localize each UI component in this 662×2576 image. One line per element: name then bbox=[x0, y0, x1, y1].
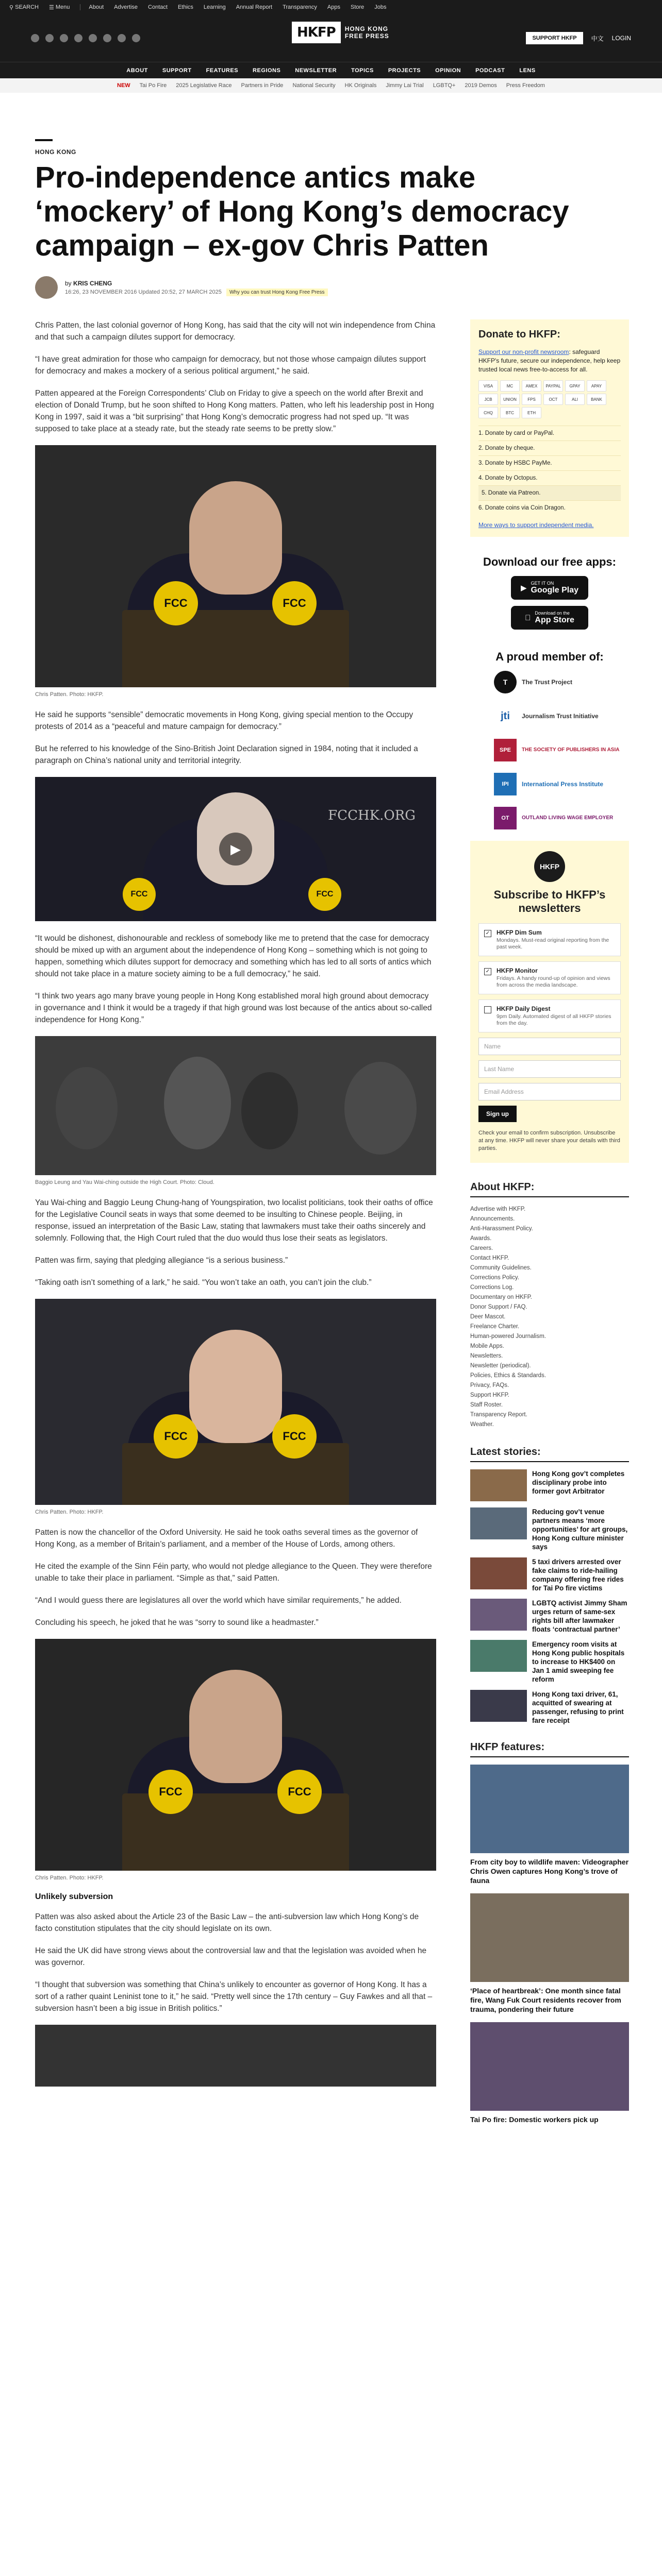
instagram-icon[interactable] bbox=[74, 34, 82, 42]
story-thumbnail bbox=[470, 1690, 527, 1722]
trending-link[interactable]: Press Freedom bbox=[506, 82, 545, 89]
nav-lens[interactable]: LENS bbox=[519, 67, 536, 74]
features-section bbox=[470, 1741, 629, 2124]
fcc-mic: FCC bbox=[154, 581, 198, 625]
byline-text bbox=[65, 280, 328, 295]
story-title: Reducing gov’t venue partners means ‘more opportunities’ for art groups, Hong Kong culture minister says bbox=[532, 1508, 628, 1551]
paragraph: Patten is now the chancellor of the Oxford University. He said he took oaths several times as the governor of Hong Kong, as a member of Britain’s parliament, and a member of the House of Lords, among others. bbox=[35, 1528, 418, 1549]
newsletter-note: Check your email to confirm subscription. Unsubscribe at any time. HKFP will never share your details with third parties. bbox=[478, 1130, 620, 1151]
trust-project-icon: T bbox=[494, 671, 517, 693]
member-logo[interactable] bbox=[494, 773, 629, 795]
story-item[interactable] bbox=[470, 1557, 629, 1592]
fcc-mic: FCC bbox=[272, 1414, 317, 1459]
paragraph: “I thought that subversion was something that China’s unlikely to encounter as governor of Hong Kong. It has a sort of a rather quaint Leninist tone to it,” he said. “Pretty well since the 17th century – Guy Fawkes and all that – subversion hasn’t been a big issue in British politics.” bbox=[35, 1980, 433, 2013]
google-play-small: GET IT ON bbox=[531, 581, 554, 586]
nav-regions[interactable]: REGIONS bbox=[253, 67, 281, 74]
header-actions bbox=[526, 32, 631, 44]
member-name: International Press Institute bbox=[522, 781, 604, 788]
about-link[interactable]: Announcements. bbox=[470, 1216, 515, 1222]
story-item[interactable] bbox=[470, 1599, 629, 1634]
photo-person bbox=[344, 1062, 417, 1155]
story-title: Emergency room visits at Hong Kong public hospitals to increase to HK$400 on Jan 1 amid sweeping fee reform bbox=[532, 1640, 625, 1683]
donate-option[interactable]: 3. Donate by HSBC PayMe. bbox=[478, 455, 621, 470]
ipi-icon: IPI bbox=[494, 773, 517, 795]
member-logo[interactable] bbox=[494, 671, 629, 693]
app-store-small: Download on the bbox=[532, 611, 567, 616]
about-list bbox=[470, 1205, 629, 1430]
logo-line-2: FREE PRESS bbox=[344, 32, 389, 40]
nav-features[interactable]: FEATURES bbox=[206, 67, 239, 74]
payment-icon: BTC bbox=[500, 407, 520, 418]
story-thumbnail bbox=[470, 1469, 527, 1501]
topbar-link[interactable]: Transparency bbox=[283, 4, 317, 10]
topbar-link[interactable]: Contact bbox=[148, 4, 168, 10]
paragraph: “I have great admiration for those who campaign for democracy, but not those whose campaign dilutes support for democracy and makes a mockery of a serious political argument,” he said. bbox=[35, 355, 426, 376]
payment-icon: UNION bbox=[500, 394, 520, 405]
photo-caption: Chris Patten. Photo: HKFP. bbox=[35, 691, 104, 698]
about-link[interactable]: Deer Mascot. bbox=[470, 1314, 506, 1320]
main-nav bbox=[0, 62, 662, 78]
article-photo[interactable] bbox=[35, 1639, 436, 1871]
photo-head bbox=[189, 1670, 282, 1783]
publish-date: 16:26, 23 NOVEMBER 2016 Updated 20:52, 27 MARCH 2025 bbox=[65, 289, 222, 295]
photo-person bbox=[56, 1067, 118, 1149]
feature-item[interactable] bbox=[470, 1893, 629, 2014]
article-title: Pro-independence antics make ‘mockery’ of Hong Kong’s democracy campaign – ex-gov Chris Patten bbox=[35, 161, 569, 262]
nav-support[interactable]: SUPPORT bbox=[162, 67, 192, 74]
google-play-big: Google Play bbox=[531, 586, 578, 595]
about-link[interactable]: Advertise with HKFP. bbox=[470, 1206, 526, 1212]
article-photo[interactable] bbox=[35, 445, 436, 687]
topbar-link[interactable]: Ethics bbox=[177, 4, 193, 10]
social-links bbox=[31, 34, 140, 42]
story-title: Hong Kong gov’t completes disciplinary probe into former govt Arbitrator bbox=[532, 1470, 625, 1495]
latest-stories bbox=[470, 1446, 629, 1725]
name-field[interactable]: Name bbox=[478, 1038, 621, 1055]
trending-link[interactable]: National Security bbox=[292, 82, 336, 89]
app-store-big: App Store bbox=[532, 616, 572, 624]
photo-head bbox=[189, 481, 282, 595]
author-avatar[interactable] bbox=[35, 276, 58, 299]
apps-title: Download our free apps: bbox=[483, 555, 616, 568]
photo-person bbox=[241, 1072, 298, 1149]
option-name: HKFP Daily Digest bbox=[496, 1005, 551, 1012]
donate-intro-text: : safeguard HKFP's future, secure our independence, help keep trusted local news free-to-access for all. bbox=[478, 348, 621, 373]
donate-intro-link[interactable]: Support our non-profit newsroom bbox=[478, 348, 569, 355]
search-link[interactable]: ⚲ SEARCH bbox=[9, 4, 39, 11]
newsletter-title: Subscribe to HKFP’s newsletters bbox=[493, 888, 606, 914]
by-label: by bbox=[65, 280, 72, 287]
google-play-button[interactable] bbox=[511, 576, 588, 600]
about-link[interactable]: Community Guidelines. bbox=[470, 1265, 532, 1271]
about-link[interactable]: Newsletter (periodical). bbox=[470, 1363, 531, 1369]
story-item[interactable] bbox=[470, 1690, 629, 1725]
support-button[interactable]: SUPPORT HKFP bbox=[526, 32, 583, 44]
video-watermark: FCCHK.ORG bbox=[328, 808, 416, 823]
google-play-icon: ▶ bbox=[520, 584, 527, 592]
feature-image bbox=[470, 1765, 629, 1853]
app-store-text bbox=[532, 611, 574, 625]
about-link[interactable]: Freelance Charter. bbox=[470, 1324, 520, 1330]
article-photo[interactable] bbox=[35, 2025, 436, 2087]
topbar-link[interactable]: About bbox=[89, 4, 104, 10]
topbar-link[interactable]: Store bbox=[351, 4, 365, 10]
story-thumbnail bbox=[470, 1599, 527, 1631]
youtube-icon[interactable] bbox=[89, 34, 97, 42]
menu-label: Menu bbox=[55, 4, 70, 10]
feature-title: ‘Place of heartbreak’: One month since fatal fire, Wang Fuk Court residents recover from trauma, pondering their future bbox=[470, 1987, 621, 2013]
fcc-mic: FCC bbox=[123, 878, 156, 911]
payment-icon: PAYPAL bbox=[543, 380, 563, 392]
x-icon[interactable] bbox=[45, 34, 54, 42]
about-link[interactable]: Documentary on HKFP. bbox=[470, 1294, 532, 1300]
site-header bbox=[0, 14, 662, 62]
donate-option[interactable]: 6. Donate coins via Coin Dragon. bbox=[478, 500, 621, 515]
email-field[interactable]: Email Address bbox=[478, 1083, 621, 1100]
linkedin-icon[interactable] bbox=[103, 34, 111, 42]
checkbox[interactable]: ✓ bbox=[484, 930, 491, 937]
trending-link[interactable]: Partners in Pride bbox=[241, 82, 284, 89]
about-link[interactable]: Human-powered Journalism. bbox=[470, 1333, 547, 1340]
payment-icon: AMEX bbox=[522, 380, 541, 392]
paragraph: He said the UK did have strong views about the controversial law and that the legislation was avoided when he was governor. bbox=[35, 1946, 427, 1967]
payment-icon: ALI bbox=[565, 394, 585, 405]
about-link[interactable]: Newsletters. bbox=[470, 1353, 503, 1359]
payment-icon: OCT bbox=[543, 394, 563, 405]
more-ways-link[interactable]: More ways to support independent media. bbox=[478, 521, 594, 529]
about-link[interactable]: Weather. bbox=[470, 1421, 494, 1428]
member-logo[interactable] bbox=[494, 705, 629, 727]
nav-opinion[interactable]: OPINION bbox=[435, 67, 461, 74]
payment-icon: ETH bbox=[522, 407, 541, 418]
donate-option[interactable]: 4. Donate by Octopus. bbox=[478, 470, 621, 485]
fcc-mic: FCC bbox=[272, 581, 317, 625]
nav-topics[interactable]: TOPICS bbox=[351, 67, 374, 74]
donate-title: Donate to HKFP: bbox=[478, 329, 560, 340]
feature-title: Tai Po fire: Domestic workers pick up bbox=[470, 2115, 599, 2124]
logo-wordmark bbox=[345, 25, 389, 40]
article-photo[interactable] bbox=[35, 1299, 436, 1505]
site-logo[interactable] bbox=[292, 22, 389, 43]
newsletter-box bbox=[470, 841, 629, 1163]
nav-about[interactable]: ABOUT bbox=[126, 67, 148, 74]
donate-intro bbox=[478, 348, 621, 374]
trust-link[interactable]: Why you can trust Hong Kong Free Press bbox=[226, 289, 328, 296]
feature-image bbox=[470, 1893, 629, 1982]
paragraph: Patten was also asked about the Article 23 of the Basic Law – the anti-subversion law which Hong Kong’s de facto constitution stipulates that the city should legislate on its own. bbox=[35, 1912, 419, 1933]
member-name: Journalism Trust Initiative bbox=[522, 713, 599, 720]
member-logo[interactable] bbox=[494, 739, 629, 761]
jti-icon: jti bbox=[501, 710, 510, 722]
author-name[interactable]: KRIS CHENG bbox=[73, 280, 112, 287]
story-title: Hong Kong taxi driver, 61, acquitted of swearing at passenger, refusing to print fare receipt bbox=[532, 1690, 624, 1724]
topbar-link[interactable]: Learning bbox=[203, 4, 226, 10]
fcc-mic: FCC bbox=[148, 1770, 193, 1814]
language-switch[interactable]: 中文 bbox=[591, 35, 604, 42]
option-desc: Mondays. Must-read original reporting from the past week. bbox=[496, 937, 609, 950]
story-thumbnail bbox=[470, 1507, 527, 1539]
app-store-button[interactable] bbox=[511, 606, 588, 630]
category-kicker[interactable]: HONG KONG bbox=[35, 148, 76, 156]
about-link[interactable]: Awards. bbox=[470, 1235, 492, 1242]
fcc-mic: FCC bbox=[277, 1770, 322, 1814]
payment-icon: VISA bbox=[478, 380, 498, 392]
nav-podcast[interactable]: PODCAST bbox=[475, 67, 505, 74]
fcc-mic: FCC bbox=[308, 878, 341, 911]
payment-icon: CHQ bbox=[478, 407, 498, 418]
trending-link[interactable]: HK Originals bbox=[344, 82, 377, 89]
checkbox[interactable] bbox=[484, 1006, 491, 1013]
story-thumbnail bbox=[470, 1640, 527, 1672]
story-title: LGBTQ activist Jimmy Sham urges return of same-sex rights bill after lawmaker floats ‘contractual partner’ bbox=[532, 1599, 627, 1633]
last-name-field[interactable]: Last Name bbox=[478, 1060, 621, 1078]
newsletter-option[interactable] bbox=[478, 923, 621, 956]
login-link[interactable]: LOGIN bbox=[611, 35, 631, 42]
photo-podium bbox=[122, 610, 349, 687]
member-logo[interactable] bbox=[494, 807, 629, 829]
checkbox[interactable]: ✓ bbox=[484, 968, 491, 975]
nav-projects[interactable]: PROJECTS bbox=[388, 67, 421, 74]
sopa-icon: SPE bbox=[494, 739, 517, 761]
bluesky-icon[interactable] bbox=[118, 34, 126, 42]
rss-icon[interactable] bbox=[132, 34, 140, 42]
photo-caption: Chris Patten. Photo: HKFP. bbox=[35, 1509, 104, 1515]
newsletter-option[interactable] bbox=[478, 961, 621, 994]
feature-item[interactable] bbox=[470, 1765, 629, 1885]
option-name: HKFP Dim Sum bbox=[496, 929, 542, 936]
trending-link[interactable]: 2025 Legislative Race bbox=[176, 82, 232, 89]
logo-mark: HKFP bbox=[292, 22, 341, 43]
about-link[interactable]: Donor Support / FAQ. bbox=[470, 1304, 527, 1310]
about-link[interactable]: Corrections Log. bbox=[470, 1284, 514, 1291]
trending-link[interactable]: Jimmy Lai Trial bbox=[386, 82, 424, 89]
payment-icon: GPAY bbox=[565, 380, 585, 392]
about-link[interactable]: Privacy, FAQs. bbox=[470, 1382, 509, 1388]
logo-line-1: HONG KONG bbox=[344, 25, 389, 32]
topbar-link[interactable]: Jobs bbox=[374, 4, 387, 10]
latest-title: Latest stories: bbox=[470, 1446, 629, 1462]
payment-icon: FPS bbox=[522, 394, 541, 405]
member-name: THE SOCIETY OF PUBLISHERS IN ASIA bbox=[522, 747, 620, 753]
features-title: HKFP features: bbox=[470, 1741, 629, 1757]
about-title: About HKFP: bbox=[470, 1181, 629, 1197]
newsletter-logo: HKFP bbox=[534, 851, 565, 882]
accent-rule bbox=[35, 139, 53, 141]
about-link[interactable]: Policies, Ethics & Standards. bbox=[470, 1372, 547, 1379]
feature-item[interactable] bbox=[470, 2022, 629, 2124]
new-badge: NEW bbox=[117, 82, 130, 89]
about-link[interactable]: Staff Roster. bbox=[470, 1402, 503, 1408]
story-title: 5 taxi drivers arrested over fake claims to ride-hailing company offering free rides for Tai Po fire victims bbox=[532, 1558, 624, 1592]
byline bbox=[35, 276, 628, 299]
paragraph: “I think two years ago many brave young people in Hong Kong established moral high ground about democracy in governance and I think it would be a tragedy if that high ground was lost because of the antics about so-called independence for Hong Kong.” bbox=[35, 992, 432, 1024]
sidebar bbox=[470, 319, 629, 2132]
byline-author-row bbox=[65, 280, 328, 287]
photo-caption: Baggio Leung and Yau Wai-ching outside the High Court. Photo: Cloud. bbox=[35, 1179, 214, 1185]
paragraph: Concluding his speech, he joked that he was “sorry to sound like a headmaster.” bbox=[35, 1618, 319, 1627]
fcc-mic: FCC bbox=[154, 1414, 198, 1459]
paragraph: “And I would guess there are legislatures all over the world which have similar requirements,” he added. bbox=[35, 1596, 402, 1605]
topbar-link[interactable]: Annual Report bbox=[236, 4, 273, 10]
about-link[interactable]: Corrections Policy. bbox=[470, 1275, 520, 1281]
payment-methods bbox=[478, 380, 621, 418]
about-link[interactable]: Transparency Report. bbox=[470, 1412, 527, 1418]
story-item[interactable] bbox=[470, 1469, 629, 1501]
article-body bbox=[35, 319, 436, 2087]
video-player[interactable] bbox=[35, 777, 436, 921]
member-name: OUTLAND LIVING WAGE EMPLOYER bbox=[522, 815, 614, 821]
subheading: Unlikely subversion bbox=[35, 1892, 113, 1901]
play-icon[interactable]: ▶ bbox=[219, 833, 252, 866]
facebook-icon[interactable] bbox=[31, 34, 39, 42]
photo-caption: Chris Patten. Photo: HKFP. bbox=[35, 1875, 104, 1881]
paragraph: Patten was firm, saying that pledging allegiance “is a serious business.” bbox=[35, 1256, 288, 1265]
photo-podium bbox=[122, 1443, 349, 1505]
option-desc: 9pm Daily. Automated digest of all HKFP stories from the day. bbox=[496, 1013, 611, 1026]
about-link[interactable]: Anti-Harassment Policy. bbox=[470, 1226, 533, 1232]
signup-button[interactable]: Sign up bbox=[478, 1106, 517, 1122]
nav-newsletter[interactable]: NEWSLETTER bbox=[295, 67, 337, 74]
paragraph: Patten appeared at the Foreign Correspondents’ Club on Friday to give a speech on the world after Brexit and election of Donald Trump, but he soon shifted to Hong Kong matters. Patten, who left his leadership post in Hong Kong in 1997, said it was a “bit surprising” that Hong Kong’s democratic progress had not sped up. “It was supposed to take place at a steady rate, but the steady rate seems to be pretty slow.” bbox=[35, 389, 434, 433]
member-title: A proud member of: bbox=[495, 650, 604, 663]
story-item[interactable] bbox=[470, 1507, 629, 1551]
search-label: SEARCH bbox=[15, 4, 39, 10]
paragraph: He cited the example of the Sinn Féin party, who would not pledge allegiance to the Queen. They were therefore unable to take their place in parliament. “Simple as that,” said Patten. bbox=[35, 1562, 432, 1583]
feature-image bbox=[470, 2022, 629, 2111]
payment-icon: MC bbox=[500, 380, 520, 392]
paragraph: “It would be dishonest, dishonourable and reckless of somebody like me to pretend that the case for democracy should be mixed up with an argument about the independence of Hong Kong – something which is not going to happen, something which dilutes support for democracy and something which has led to all sorts of antics which should not take place in a mature society aiming to be a full democracy,” he said. bbox=[35, 934, 432, 978]
photo-person bbox=[164, 1057, 231, 1149]
trending-link[interactable]: LGBTQ+ bbox=[433, 82, 456, 89]
story-item[interactable] bbox=[470, 1640, 629, 1684]
about-link[interactable]: Careers. bbox=[470, 1245, 493, 1251]
payment-icon: APAY bbox=[587, 380, 606, 392]
newsletter-option-text bbox=[496, 967, 615, 989]
article-photo[interactable] bbox=[35, 1036, 436, 1175]
living-wage-icon: OT bbox=[494, 807, 517, 829]
newsletter-option-text bbox=[496, 929, 615, 951]
paragraph: “Taking oath isn’t something of a lark,” he said. “You won’t take an oath, you can’t join the club.” bbox=[35, 1278, 372, 1287]
byline-date-row bbox=[65, 289, 328, 295]
about-link[interactable]: Contact HKFP. bbox=[470, 1255, 509, 1261]
topbar-link[interactable]: Advertise bbox=[114, 4, 138, 10]
member-name: The Trust Project bbox=[522, 679, 573, 686]
threads-icon[interactable] bbox=[60, 34, 68, 42]
photo-head bbox=[189, 1330, 282, 1443]
option-name: HKFP Monitor bbox=[496, 967, 538, 974]
paragraph: He said he supports “sensible” democratic movements in Hong Kong, giving special mention to the Occupy protests of 2014 as a “peaceful and mature campaign for democracy.” bbox=[35, 710, 413, 731]
topbar-link[interactable]: Apps bbox=[327, 4, 340, 10]
google-play-text bbox=[531, 581, 578, 595]
donate-option[interactable]: 5. Donate via Patreon. bbox=[478, 485, 621, 500]
story-thumbnail bbox=[470, 1557, 527, 1589]
trending-link[interactable]: Tai Po Fire bbox=[139, 82, 167, 89]
about-link[interactable]: Support HKFP. bbox=[470, 1392, 509, 1398]
paragraph: But he referred to his knowledge of the Sino-British Joint Declaration signed in 1984, noting that it included a paragraph on China’s national unity and territorial integrity. bbox=[35, 744, 418, 765]
donate-box bbox=[470, 319, 629, 537]
feature-title: From city boy to wildlife maven: Videographer Chris Owen captures Hong Kong’s trove of fauna bbox=[470, 1858, 629, 1885]
donate-option[interactable]: 1. Donate by card or PayPal. bbox=[478, 426, 621, 440]
paragraph: Yau Wai-ching and Baggio Leung Chung-hang of Youngspiration, two localist politicians, took their oaths of office for the Legislative Council seats in ways that some deemed to be insulting to Chinese people. Beijing, in response, issued an interpretation of the Basic Law, stating that lawmakers must take their oaths sincerely and solemnly. Following that, the High Court ruled that the duo would thus lose their seats as legislators. bbox=[35, 1198, 433, 1243]
top-utility-bar bbox=[0, 0, 662, 14]
option-desc: Fridays. A handy round-up of opinion and views from across the media landscape. bbox=[496, 975, 610, 988]
payment-icon: JCB bbox=[478, 394, 498, 405]
trending-link[interactable]: 2019 Demos bbox=[465, 82, 497, 89]
donate-option[interactable]: 2. Donate by cheque. bbox=[478, 440, 621, 455]
paragraph: Chris Patten, the last colonial governor of Hong Kong, has said that the city will not win independence from China and that such a campaign dilutes support for democracy. bbox=[35, 321, 436, 342]
article-header bbox=[35, 139, 628, 299]
payment-icon: BANK bbox=[587, 394, 606, 405]
menu-link[interactable]: ☰ Menu bbox=[48, 4, 70, 11]
apple-icon bbox=[525, 614, 531, 622]
about-section bbox=[470, 1181, 629, 1430]
newsletter-option[interactable] bbox=[478, 999, 621, 1032]
trending-bar bbox=[0, 78, 662, 93]
newsletter-option-text bbox=[496, 1005, 615, 1027]
about-link[interactable]: Mobile Apps. bbox=[470, 1343, 504, 1349]
